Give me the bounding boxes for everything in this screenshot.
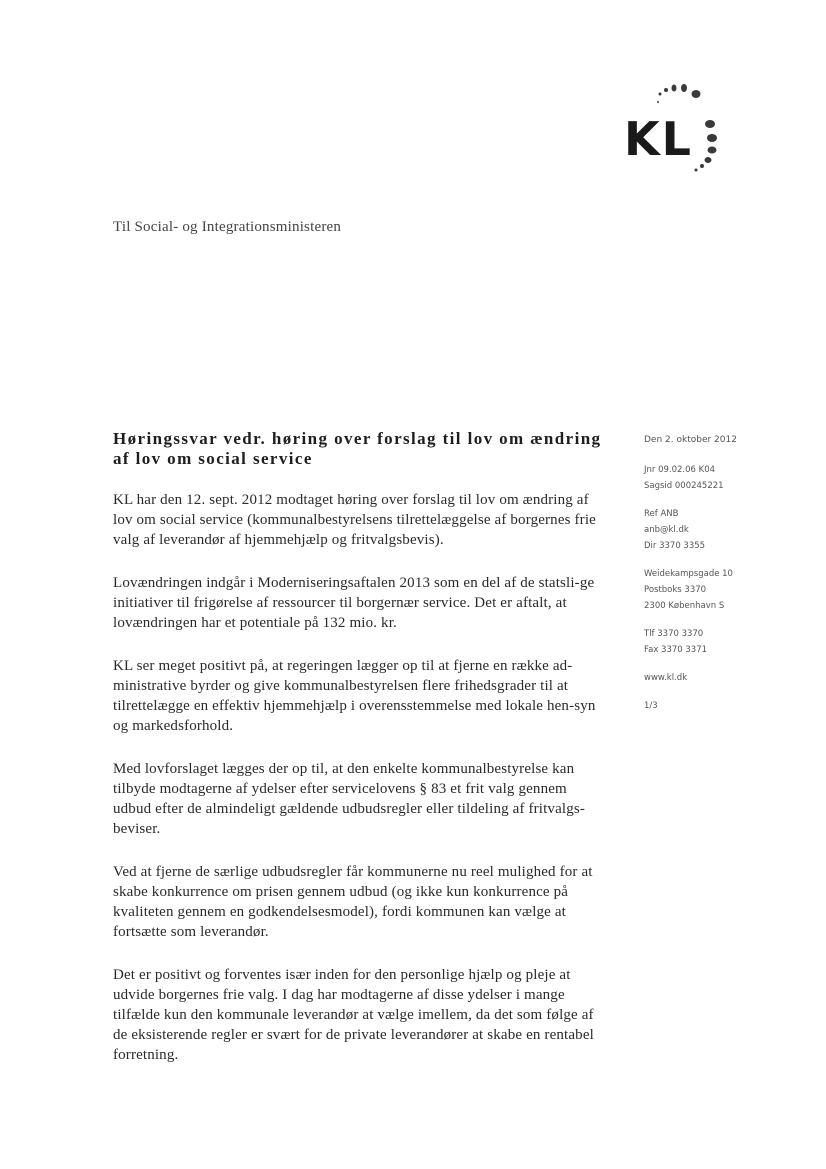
document-title: Høringssvar vedr. høring over forslag til lov om ændring af lov om social service — [113, 429, 602, 468]
recipient: Til Social- og Integrationsministeren — [113, 219, 342, 235]
phone: Tlf 3370 3370 — [644, 629, 704, 639]
paragraph: Lovændringen indgår i Moderniseringsaftalen 2013 som en del af de statsli-ge initiativer til frigørelse af ressourcer til borgernær service. Det er aftalt, at lovændringen har et potentiale på 132 mio. kr. — [113, 575, 595, 631]
reference: Ref ANB — [644, 509, 679, 519]
paragraph: Ved at fjerne de særlige udbudsregler får kommunerne nu reel mulighed for at skabe konkurrence om prisen gennem udbud (og ikke kun konkurrence på kvaliteten gennem en godkendelsesmodel), fordi kommunen kan vælge at fortsætte som leverandør. — [113, 864, 593, 940]
kl-logo — [616, 80, 746, 180]
letter-body — [113, 490, 608, 1088]
paragraph: Det er positivt og forventes især inden for den personlige hjælp og pleje at udvide borgernes frie valg. I dag har modtagerne af disse ydelser i mange tilfælde kun den kommunale leverandør at vælge imellem, da det som følge af de eksisterende regler er svært for de private leverandører at skabe en rentabel forretning. — [113, 967, 594, 1063]
paragraph: KL har den 12. sept. 2012 modtaget høring over forslag til lov om ændring af lov om social service (kommunalbestyrelsens tilrettelæggelse af borgernes frie valg af leverandør af hjemmehjælp og fritvalgsbevis). — [113, 492, 596, 548]
page-number: 1/3 — [644, 701, 658, 711]
website: www.kl.dk — [644, 673, 688, 683]
paragraph: Med lovforslaget lægges der op til, at den enkelte kommunalbestyrelse kan tilbyde modtagerne af ydelser efter servicelovens § 83 et frit valg gennem udbud efter de almindeligt gældende udbudsregler eller tildeling af fritvalgs-beviser. — [113, 761, 585, 837]
journal-number: Jnr 09.02.06 K04 — [644, 465, 716, 475]
sender-info — [644, 432, 804, 714]
postbox: Postboks 3370 — [644, 585, 707, 595]
case-id: Sagsid 000245221 — [644, 481, 724, 491]
street-address: Weidekampsgade 10 — [644, 569, 733, 579]
fax: Fax 3370 3371 — [644, 645, 708, 655]
email: anb@kl.dk — [644, 525, 689, 535]
logo-text: KL — [624, 112, 693, 166]
direct-phone: Dir 3370 3355 — [644, 541, 706, 551]
paragraph: KL ser meget positivt på, at regeringen lægger op til at fjerne en række ad-ministrative byrder og give kommunalbestyrelsen flere frihedsgrader til at tilrettelægge en effektiv hjemmehjælp i overensstemmelse med lokale hen-syn og markedsforhold. — [113, 658, 596, 734]
city: 2300 København S — [644, 601, 725, 611]
letter-date: Den 2. oktober 2012 — [644, 435, 737, 445]
